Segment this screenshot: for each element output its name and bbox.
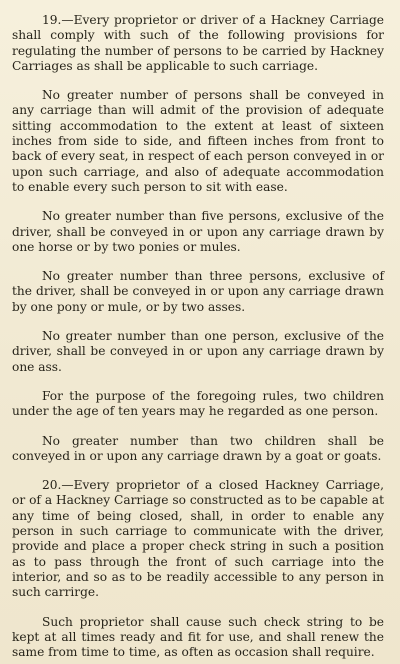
goat-carriage-rule: No greater number than two children shall be conveyed in or upon any carriage drawn by a goat or goats.	[12, 433, 384, 463]
five-persons-rule: No greater number than five persons, exclusive of the driver, shall be conveyed in or upon any carriage drawn by one horse or by two ponies or mules.	[12, 209, 384, 254]
children-counting-rule: For the purpose of the foregoing rules, two children under the age of ten years may he regarded as one person.	[12, 388, 384, 419]
section-19-intro: 19.—Every proprietor or driver of a Hackney Carriage shall comply with such of the following provisions for regulating the number of persons to be carried by Hackney Carriages as shall be applicable to such carriage.	[12, 13, 384, 73]
one-person-rule: No greater number than one person, exclusive of the driver, shall be conveyed in or upon any carriage drawn by one ass.	[12, 329, 384, 374]
check-string-maintenance: Such proprietor shall cause such check string to be kept at all times ready and fit for use, and shall renew the same from time to time, as often as occasion shall require.	[12, 614, 384, 660]
section-20-check-string: 20.—Every proprietor of a closed Hackney Carriage, or of a Hackney Carriage so constructed as to be capable at any time of being closed, shall, in order to enable any person in such carriage to communicate with the driver, provide and place a proper check string in such a position as to pass through the front of such carriage into the interior, and so as to be readily accessible to any person in such carrirge.	[12, 478, 384, 600]
seating-accommodation-rule: No greater number of persons shall be conveyed in any carriage than will admit of the provision of adequate sitting accommodation to the extent at least of sixteen inches from side to side, and fifteen inches from front to back of every seat, in respect of each person conveyed in or upon such carriage, and also of adequate accommodation to enable every such person to sit with ease.	[12, 88, 384, 194]
three-persons-rule: No greater number than three persons, exclusive of the driver, shall be conveyed in or upon any carriage drawn by one pony or mule, or by two asses.	[12, 269, 384, 314]
